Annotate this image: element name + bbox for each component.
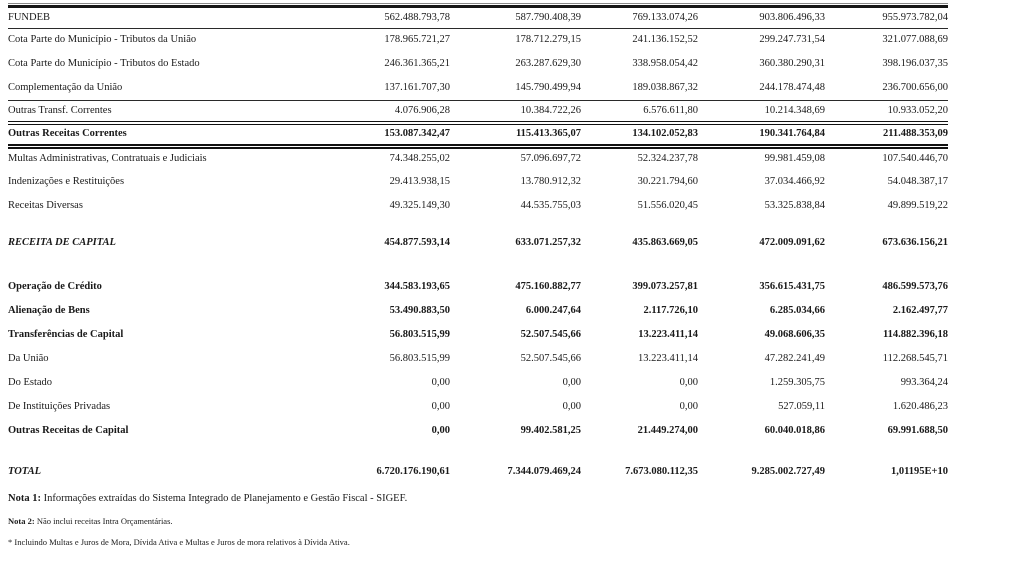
note-1-label: Nota 1: [8, 493, 41, 504]
row-label: Operação de Crédito [8, 280, 102, 292]
value-cell: 7.673.080.112,35 [625, 465, 698, 477]
value-cell: 21.449.274,00 [637, 424, 698, 436]
value-cell: 51.556.020,45 [637, 199, 698, 211]
note-2-text: Não inclui receitas Intra Orçamentárias. [36, 515, 173, 526]
value-cell: 0,00 [562, 400, 581, 412]
row-label: Outras Receitas Correntes [8, 123, 308, 146]
note-2 [8, 517, 948, 526]
value-cell: 112.268.545,71 [882, 352, 948, 364]
value-cell: 69.991.688,50 [887, 424, 948, 436]
financial-table [8, 8, 948, 484]
note-2-label: Nota 2: [8, 515, 35, 526]
value-cell: 344.583.193,65 [384, 280, 450, 292]
value-cell: 4.076.906,28 [308, 100, 450, 123]
value-cell: 54.048.387,17 [887, 175, 948, 187]
value-cell: 6.576.611,80 [581, 100, 698, 123]
row-label: Transferências de Capital [8, 328, 124, 340]
value-cell: 56.803.515,99 [389, 328, 450, 340]
row-label: Complementação da União [8, 76, 308, 100]
value-cell: 52.507.545,66 [520, 328, 581, 340]
value-cell: 13.780.912,32 [520, 175, 581, 187]
value-cell: 60.040.018,86 [764, 424, 825, 436]
value-cell: 472.009.091,62 [759, 236, 825, 248]
value-cell: 47.282.241,49 [764, 352, 825, 364]
value-cell: 9.285.002.727,49 [751, 465, 825, 477]
note-asterisk-text: * Incluindo Multas e Juros de Mora, Dívida Ativa e Multas e Juros de mora relativos à Dívida Ativa. [8, 536, 350, 547]
value-cell: 246.361.365,21 [384, 57, 450, 69]
value-cell: 107.540.446,70 [882, 153, 948, 164]
value-cell: 49.325.149,30 [389, 199, 450, 211]
value-cell: 475.160.882,77 [515, 280, 581, 292]
value-cell: 398.196.037,35 [882, 57, 948, 69]
table-row [8, 100, 948, 123]
report-sheet [8, 0, 948, 547]
value-cell: 30.221.794,60 [637, 175, 698, 187]
value-cell: 1.259.305,75 [769, 376, 825, 388]
blank-row [8, 255, 948, 275]
value-cell: 211.488.353,09 [825, 123, 948, 146]
row-label: De Instituições Privadas [8, 400, 111, 412]
value-cell: 1,01195E+10 [890, 465, 948, 477]
value-cell: 115.413.365,07 [450, 123, 581, 146]
value-cell: 993.364,24 [900, 376, 948, 388]
value-cell: 527.059,11 [778, 400, 825, 412]
value-cell: 52.507.545,66 [520, 352, 581, 364]
value-cell: 178.965.721,27 [384, 34, 450, 45]
row-label: Outras Transf. Correntes [8, 100, 308, 123]
value-cell: 299.247.731,54 [759, 34, 825, 45]
table-row [8, 8, 948, 28]
value-cell: 435.863.669,05 [632, 236, 698, 248]
value-cell: 562.488.793,78 [308, 8, 450, 28]
value-cell: 6.000.247,64 [525, 304, 581, 316]
table-row [8, 231, 948, 255]
value-cell: 0,00 [562, 376, 581, 388]
value-cell: 53.325.838,84 [764, 199, 825, 211]
row-label: TOTAL [8, 465, 42, 477]
row-label: Do Estado [8, 376, 53, 388]
value-cell: 0,00 [431, 424, 450, 436]
table-row [8, 419, 948, 443]
table-row [8, 371, 948, 395]
value-cell: 29.413.938,15 [389, 175, 450, 187]
value-cell: 0,00 [679, 376, 698, 388]
value-cell: 49.899.519,22 [887, 199, 948, 211]
table-row [8, 194, 948, 218]
table-row [8, 76, 948, 100]
value-cell: 6.285.034,66 [769, 304, 825, 316]
value-cell: 2.117.726,10 [643, 304, 698, 316]
value-cell: 10.214.348,69 [698, 100, 825, 123]
value-cell: 338.958.054,42 [632, 57, 698, 69]
blank-row [8, 443, 948, 460]
value-cell: 241.136.152,52 [632, 34, 698, 45]
table-row [8, 52, 948, 76]
value-cell: 49.068.606,35 [764, 328, 825, 340]
row-label: Indenizações e Restituições [8, 175, 125, 187]
value-cell: 10.933.052,20 [825, 100, 948, 123]
table-row [8, 460, 948, 484]
table-row [8, 123, 948, 146]
row-label: Outras Receitas de Capital [8, 424, 129, 436]
value-cell: 134.102.052,83 [581, 123, 698, 146]
value-cell: 13.223.411,14 [638, 352, 698, 364]
row-label: Cota Parte do Município - Tributos da União [8, 34, 197, 45]
row-label: Da União [8, 352, 49, 364]
value-cell: 903.806.496,33 [698, 8, 825, 28]
note-1-text: Informações extraídas do Sistema Integrado de Planejamento e Gestão Fiscal - SIGEF. [43, 493, 408, 504]
value-cell: 955.973.782,04 [825, 8, 948, 28]
value-cell: 178.712.279,15 [515, 34, 581, 45]
row-label: RECEITA DE CAPITAL [8, 236, 116, 248]
footnotes [8, 493, 948, 547]
table-row [8, 347, 948, 371]
value-cell: 399.073.257,81 [632, 280, 698, 292]
value-cell: 145.790.499,94 [450, 76, 581, 100]
value-cell: 99.981.459,08 [764, 153, 825, 164]
value-cell: 99.402.581,25 [520, 424, 581, 436]
value-cell: 189.038.867,32 [581, 76, 698, 100]
value-cell: 1.620.486,23 [892, 400, 948, 412]
row-label: FUNDEB [8, 8, 308, 28]
row-label: Cota Parte do Município - Tributos do Estado [8, 57, 200, 69]
value-cell: 44.535.755,03 [520, 199, 581, 211]
table-row [8, 170, 948, 194]
value-cell: 10.384.722,26 [450, 100, 581, 123]
blank-row [8, 218, 948, 231]
value-cell: 673.636.156,21 [882, 236, 948, 248]
value-cell: 7.344.079.469,24 [507, 465, 581, 477]
value-cell: 53.490.883,50 [389, 304, 450, 316]
table-body [8, 8, 948, 484]
value-cell: 74.348.255,02 [389, 153, 450, 164]
value-cell: 56.803.515,99 [389, 352, 450, 364]
value-cell: 633.071.257,32 [515, 236, 581, 248]
value-cell: 263.287.629,30 [515, 57, 581, 69]
value-cell: 356.615.431,75 [759, 280, 825, 292]
row-label: Alienação de Bens [8, 304, 90, 316]
value-cell: 137.161.707,30 [308, 76, 450, 100]
value-cell: 236.700.656,00 [825, 76, 948, 100]
value-cell: 360.380.290,31 [759, 57, 825, 69]
table-row [8, 28, 948, 52]
value-cell: 6.720.176.190,61 [376, 465, 450, 477]
value-cell: 57.096.697,72 [520, 153, 581, 164]
value-cell: 37.034.466,92 [764, 175, 825, 187]
table-row [8, 323, 948, 347]
value-cell: 190.341.764,84 [698, 123, 825, 146]
note-1 [8, 493, 948, 505]
value-cell: 0,00 [679, 400, 698, 412]
table-row [8, 275, 948, 299]
table-row [8, 299, 948, 323]
table-row [8, 146, 948, 170]
value-cell: 52.324.237,78 [637, 153, 698, 164]
value-cell: 321.077.088,69 [882, 34, 948, 45]
value-cell: 0,00 [431, 376, 450, 388]
table-row [8, 395, 948, 419]
value-cell: 153.087.342,47 [308, 123, 450, 146]
row-label: Multas Administrativas, Contratuais e Judiciais [8, 153, 207, 164]
row-label: Receitas Diversas [8, 199, 83, 211]
note-asterisk [8, 538, 948, 547]
value-cell: 0,00 [431, 400, 450, 412]
value-cell: 587.790.408,39 [450, 8, 581, 28]
value-cell: 769.133.074,26 [581, 8, 698, 28]
value-cell: 2.162.497,77 [892, 304, 948, 316]
value-cell: 114.882.396,18 [882, 328, 948, 340]
value-cell: 486.599.573,76 [882, 280, 948, 292]
value-cell: 244.178.474,48 [698, 76, 825, 100]
value-cell: 454.877.593,14 [384, 236, 450, 248]
value-cell: 13.223.411,14 [638, 328, 698, 340]
